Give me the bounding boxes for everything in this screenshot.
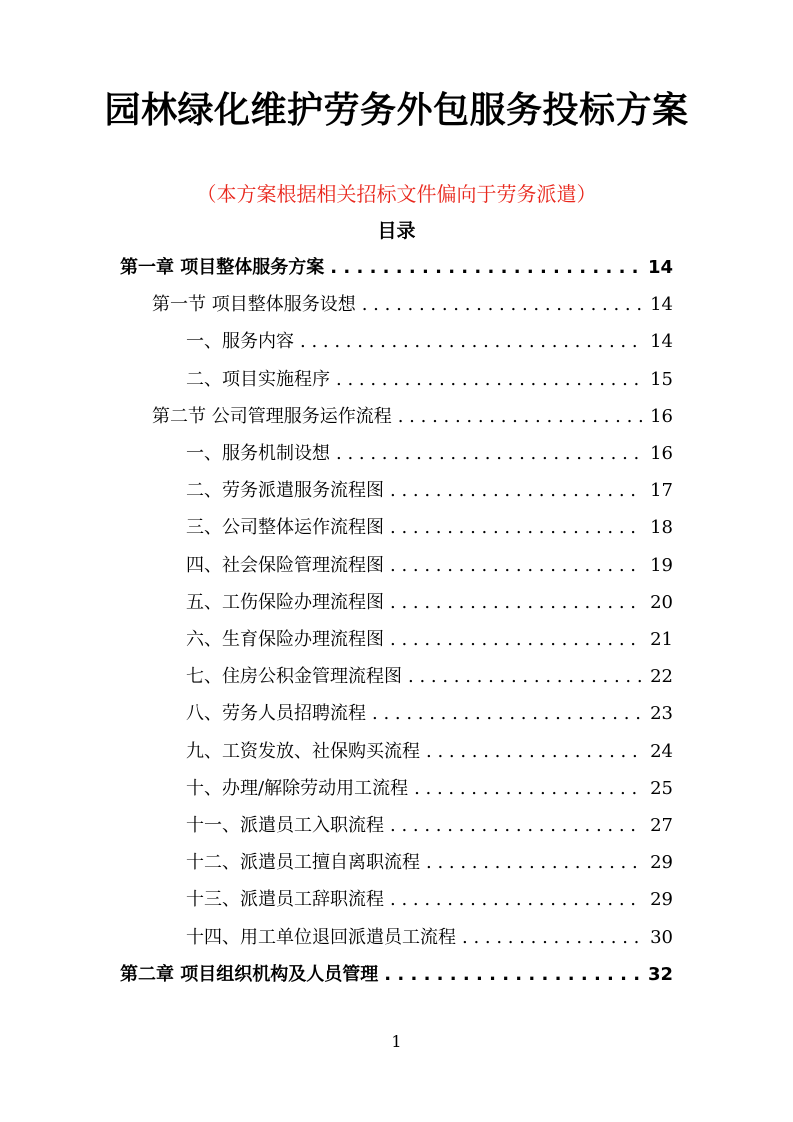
toc-dot-leader — [426, 736, 643, 768]
toc-entry-page: 17 — [650, 480, 673, 502]
toc-entry-page: 23 — [650, 703, 673, 725]
toc-entry[interactable] — [186, 736, 673, 768]
toc-dot-leader — [330, 252, 642, 284]
toc-entry-page: 24 — [650, 740, 673, 762]
toc-entry[interactable] — [152, 401, 673, 433]
toc-dot-leader — [462, 922, 643, 954]
toc-entry-title: 一、服务机制设想 — [186, 443, 330, 464]
document-subtitle: （本方案根据相关招标文件偏向于劳务派遣） — [196, 182, 597, 206]
toc-entry[interactable] — [186, 438, 673, 470]
toc-entry-page: 27 — [650, 815, 673, 836]
toc-entry-page: 14 — [650, 294, 673, 316]
toc-dot-leader — [372, 698, 643, 730]
toc-entry-page: 29 — [650, 852, 673, 874]
toc-entry-page: 15 — [650, 368, 673, 390]
toc-dot-leader — [426, 847, 643, 879]
toc-entry[interactable] — [186, 364, 673, 396]
toc-entry-page: 30 — [650, 926, 673, 948]
toc-entry-page: 21 — [650, 629, 673, 650]
toc-entry-page: 18 — [650, 517, 673, 539]
toc-dot-leader — [300, 326, 643, 358]
toc-entry-page: 32 — [647, 963, 673, 985]
toc-entry-page: 29 — [650, 889, 673, 911]
toc-entry[interactable] — [186, 661, 673, 693]
toc-dot-leader — [390, 550, 643, 582]
toc-entry[interactable] — [186, 847, 673, 879]
toc-dot-leader — [384, 959, 642, 991]
toc-dot-leader — [390, 624, 643, 656]
toc-entry-title: 一、服务内容 — [186, 331, 294, 353]
toc-entry-title: 五、工伤保险办理流程图 — [186, 591, 384, 613]
toc-entry[interactable] — [186, 512, 673, 544]
toc-dot-leader — [390, 810, 643, 842]
toc-entry-title: 二、项目实施程序 — [186, 368, 330, 390]
toc-dot-leader — [414, 773, 643, 805]
toc-entry[interactable] — [186, 326, 673, 358]
toc-entry[interactable] — [120, 959, 673, 991]
toc-entry[interactable] — [186, 884, 673, 916]
toc-entry[interactable] — [186, 587, 673, 619]
toc-entry-title: 九、工资发放、社保购买流程 — [186, 740, 420, 762]
toc-entry-title: 十一、派遣员工入职流程 — [186, 815, 384, 836]
toc-entry-page: 16 — [650, 443, 673, 464]
document-title: 园林绿化维护劳务外包服务投标方案 — [104, 90, 689, 131]
toc-entry[interactable] — [186, 475, 673, 507]
toc-dot-leader — [336, 438, 643, 470]
toc-entry-page: 14 — [647, 257, 673, 278]
toc-entry[interactable] — [186, 624, 673, 656]
toc-entry[interactable] — [186, 810, 673, 842]
toc-dot-leader — [390, 587, 643, 619]
toc-entry-title: 十二、派遣员工擅自离职流程 — [186, 852, 420, 874]
toc-entry[interactable] — [186, 773, 673, 805]
toc-entry-title: 二、劳务派遣服务流程图 — [186, 480, 384, 502]
toc-entry-title: 四、社会保险管理流程图 — [186, 554, 384, 576]
toc-entry-title: 十四、用工单位退回派遣员工流程 — [186, 926, 456, 948]
toc-heading: 目录 — [377, 220, 416, 242]
toc-entry-title: 十三、派遣员工辞职流程 — [186, 889, 384, 911]
toc-dot-leader — [336, 364, 643, 396]
toc-entry[interactable] — [186, 550, 673, 582]
toc-entry-page: 20 — [650, 591, 673, 613]
toc-dot-leader — [362, 289, 643, 321]
toc-dot-leader — [398, 401, 643, 433]
toc-entry[interactable] — [186, 922, 673, 954]
toc-dot-leader — [408, 661, 643, 693]
toc-entry-title: 六、生育保险办理流程图 — [186, 629, 384, 650]
toc-entry-title: 第二章 项目组织机构及人员管理 — [120, 963, 379, 985]
toc-entry-page: 16 — [650, 405, 673, 427]
toc-dot-leader — [390, 884, 643, 916]
toc-entry[interactable] — [186, 698, 673, 730]
toc-entry-page: 25 — [650, 777, 673, 799]
toc-entry-title: 第一章 项目整体服务方案 — [120, 257, 325, 278]
toc-dot-leader — [390, 475, 643, 507]
page-number: 1 — [391, 1032, 402, 1051]
toc-entry-title: 七、住房公积金管理流程图 — [186, 666, 402, 688]
toc-entry-page: 14 — [650, 331, 673, 353]
toc-entry-title: 第一节 项目整体服务设想 — [152, 294, 356, 316]
toc-entry-title: 十、办理/解除劳动用工流程 — [186, 777, 409, 799]
toc-dot-leader — [390, 512, 643, 544]
toc-entry-title: 八、劳务人员招聘流程 — [186, 703, 366, 725]
toc-entry-title: 第二节 公司管理服务运作流程 — [152, 405, 392, 427]
toc-entry-page: 22 — [650, 666, 673, 688]
toc-entry-title: 三、公司整体运作流程图 — [186, 517, 384, 539]
toc-entry[interactable] — [152, 289, 673, 321]
toc-entry-page: 19 — [650, 554, 673, 576]
toc-entry[interactable] — [120, 252, 673, 284]
